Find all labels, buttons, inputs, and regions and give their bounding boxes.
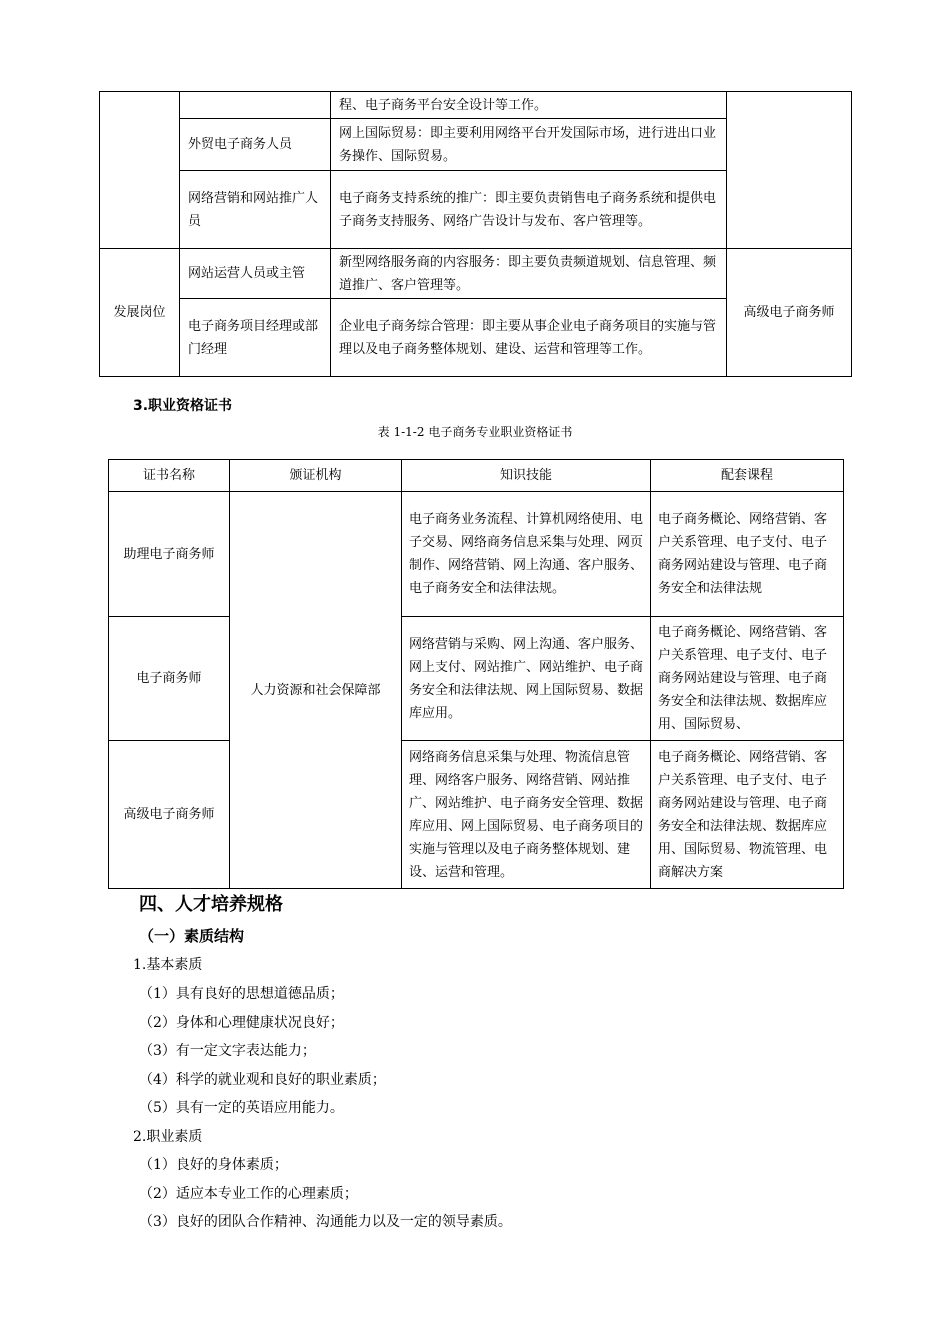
list-item: （2）身体和心理健康状况良好； [139,1014,344,1031]
courses-cell: 电子商务概论、网络营销、客户关系管理、电子支付、电子商务网站建设与管理、电子商务安全和法律法规、数据库应用、国际贸易、 [651,617,844,741]
post-cell: 网络营销和网站推广人员 [180,171,331,249]
post-cell: 网站运营人员或主管 [180,249,331,299]
header-cell: 颁证机构 [230,460,402,492]
list-item: （1）良好的身体素质； [139,1157,288,1173]
career-posts-table [99,91,852,377]
certificate-name-cell: 高级电子商务师 [109,741,230,889]
description-cell: 企业电子商务综合管理：即主要从事企业电子商务项目的实施与管理以及电子商务整体规划、建设、运营和管理等工作。 [331,299,727,377]
list-item: （3）良好的团队合作精神、沟通能力以及一定的领导素质。 [139,1214,512,1231]
professional-quality-heading: 2.职业素质 [133,1129,203,1145]
category-cell [100,92,180,249]
certificate-table [108,459,844,889]
post-cell: 外贸电子商务人员 [180,119,331,171]
list-item: （5）具有一定的英语应用能力。 [139,1100,344,1117]
courses-cell: 电子商务概论、网络营销、客户关系管理、电子支付、电子商务网站建设与管理、电子商务安全和法律法规 [651,492,844,617]
header-cell: 知识技能 [402,460,651,492]
post-cell [180,92,331,119]
list-item: （4）科学的就业观和良好的职业素质； [139,1071,386,1088]
description-cell: 电子商务支持系统的推广：即主要负责销售电子商务系统和提供电子商务支持服务、网络广告设计与发布、客户管理等。 [331,171,727,249]
description-cell: 新型网络服务商的内容服务：即主要负责频道规划、信息管理、频道推广、客户管理等。 [331,249,727,299]
certificate-name-cell: 电子商务师 [109,617,230,741]
list-item: （3）有一定文字表达能力； [139,1043,316,1060]
section-title: 四、人才培养规格 [139,894,283,915]
description-cell: 程、电子商务平台安全设计等工作。 [331,92,727,119]
skills-cell: 电子商务业务流程、计算机网络使用、电子交易、网络商务信息采集与处理、网页制作、网络营销、网上沟通、客户服务、电子商务安全和法律法规。 [402,492,651,617]
skills-cell: 网络商务信息采集与处理、物流信息管理、网络客户服务、网络营销、网站推广、网站维护、电子商务安全管理、数据库应用、网上国际贸易、电子商务项目的实施与管理以及电子商务整体规划、建设、运营和管理。 [402,741,651,889]
certificate-cell [727,92,852,249]
header-cell: 配套课程 [651,460,844,492]
certificate-name-cell: 助理电子商务师 [109,492,230,617]
agency-cell: 人力资源和社会保障部 [230,492,402,889]
certificate-section-heading: 3.职业资格证书 [133,398,233,414]
professional-quality-list [139,1153,512,1239]
table-caption: 表 1-1-2 电子商务专业职业资格证书 [377,425,573,439]
description-cell: 网上国际贸易：即主要利用网络平台开发国际市场，进行进出口业务操作、国际贸易。 [331,119,727,171]
header-cell: 证书名称 [109,460,230,492]
category-cell: 发展岗位 [100,249,180,377]
basic-quality-list [139,982,386,1125]
list-item: （2）适应本专业工作的心理素质； [139,1185,358,1202]
basic-quality-heading: 1.基本素质 [133,957,203,973]
courses-cell: 电子商务概论、网络营销、客户关系管理、电子支付、电子商务网站建设与管理、电子商务安全和法律法规、数据库应用、国际贸易、物流管理、电商解决方案 [651,741,844,889]
certificate-cell: 高级电子商务师 [727,249,852,377]
post-cell: 电子商务项目经理或部门经理 [180,299,331,377]
list-item: （1）具有良好的思想道德品质； [139,986,344,1002]
skills-cell: 网络营销与采购、网上沟通、客户服务、网上支付、网站推广、网站维护、电子商务安全和法律法规、网上国际贸易、数据库应用。 [402,617,651,741]
subsection-title: （一）素质结构 [139,927,245,945]
